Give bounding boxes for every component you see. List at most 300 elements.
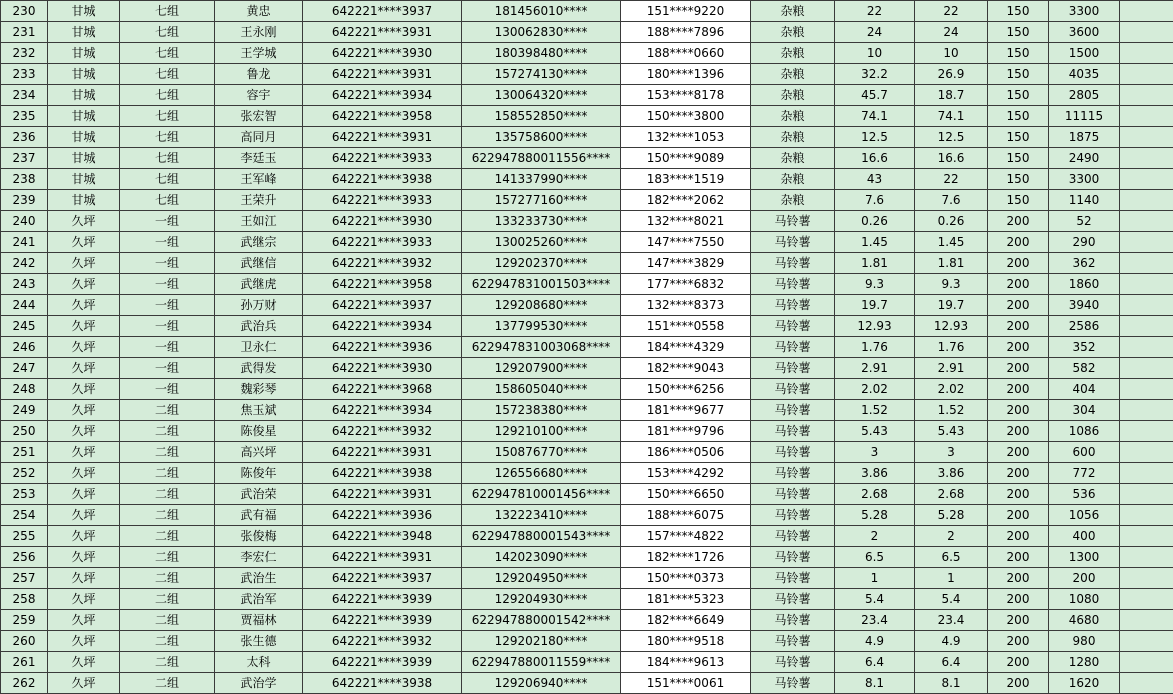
cell-phone: 182****2062 [621,190,751,211]
cell-amount: 2490 [1049,148,1120,169]
cell-town: 久坪 [48,232,120,253]
cell-town: 久坪 [48,337,120,358]
cell-index: 233 [1,64,48,85]
cell-crop: 马铃薯 [751,421,835,442]
cell-amount: 2586 [1049,316,1120,337]
cell-town: 久坪 [48,253,120,274]
cell-note [1120,43,1173,64]
cell-rate: 200 [988,526,1049,547]
cell-amount: 352 [1049,337,1120,358]
cell-area-b: 4.9 [915,631,988,652]
cell-index: 255 [1,526,48,547]
cell-area-a: 16.6 [835,148,915,169]
cell-id-number: 642221****3931 [303,484,462,505]
cell-id-number: 642221****3936 [303,337,462,358]
cell-name: 贾福林 [215,610,303,631]
cell-rate: 200 [988,652,1049,673]
cell-name: 武治学 [215,673,303,694]
cell-amount: 200 [1049,568,1120,589]
cell-index: 238 [1,169,48,190]
cell-account: 150876770**** [462,442,621,463]
cell-area-a: 1 [835,568,915,589]
cell-group: 一组 [120,253,215,274]
cell-note [1120,127,1173,148]
cell-amount: 290 [1049,232,1120,253]
cell-phone: 184****4329 [621,337,751,358]
cell-name: 高同月 [215,127,303,148]
cell-phone: 182****6649 [621,610,751,631]
cell-id-number: 642221****3934 [303,316,462,337]
cell-area-b: 19.7 [915,295,988,316]
cell-crop: 马铃薯 [751,358,835,379]
table-row [1,526,1173,547]
cell-town: 久坪 [48,547,120,568]
cell-name: 张俊梅 [215,526,303,547]
cell-area-a: 6.4 [835,652,915,673]
cell-area-b: 0.26 [915,211,988,232]
cell-town: 久坪 [48,568,120,589]
cell-town: 久坪 [48,358,120,379]
cell-name: 鲁龙 [215,64,303,85]
cell-area-b: 2.68 [915,484,988,505]
cell-group: 七组 [120,190,215,211]
cell-town: 久坪 [48,673,120,694]
cell-group: 二组 [120,631,215,652]
cell-name: 张宏智 [215,106,303,127]
cell-crop: 杂粮 [751,1,835,22]
cell-rate: 150 [988,85,1049,106]
cell-crop: 杂粮 [751,169,835,190]
cell-town: 久坪 [48,505,120,526]
cell-town: 久坪 [48,211,120,232]
cell-id-number: 642221****3938 [303,673,462,694]
cell-area-a: 1.76 [835,337,915,358]
cell-area-a: 2.02 [835,379,915,400]
cell-group: 七组 [120,148,215,169]
cell-area-b: 23.4 [915,610,988,631]
cell-group: 二组 [120,568,215,589]
cell-id-number: 642221****3932 [303,631,462,652]
cell-name: 王如江 [215,211,303,232]
cell-group: 二组 [120,526,215,547]
table-row [1,211,1173,232]
cell-name: 李廷玉 [215,148,303,169]
cell-area-a: 6.5 [835,547,915,568]
cell-note [1120,484,1173,505]
cell-crop: 杂粮 [751,43,835,64]
cell-note [1120,547,1173,568]
cell-area-a: 22 [835,1,915,22]
table-body [1,1,1173,694]
cell-note [1120,589,1173,610]
cell-town: 久坪 [48,589,120,610]
cell-name: 武治荣 [215,484,303,505]
cell-account: 622947831003068**** [462,337,621,358]
cell-amount: 1280 [1049,652,1120,673]
table-row [1,631,1173,652]
cell-area-a: 4.9 [835,631,915,652]
cell-area-b: 1.81 [915,253,988,274]
table-row [1,274,1173,295]
cell-account: 158552850**** [462,106,621,127]
cell-account: 133233730**** [462,211,621,232]
cell-town: 久坪 [48,484,120,505]
cell-account: 622947880001543**** [462,526,621,547]
cell-crop: 马铃薯 [751,463,835,484]
cell-crop: 马铃薯 [751,274,835,295]
table-row [1,232,1173,253]
table-row [1,442,1173,463]
cell-index: 259 [1,610,48,631]
cell-account: 132223410**** [462,505,621,526]
cell-group: 一组 [120,211,215,232]
cell-rate: 200 [988,337,1049,358]
cell-amount: 980 [1049,631,1120,652]
cell-crop: 马铃薯 [751,526,835,547]
cell-town: 久坪 [48,442,120,463]
cell-amount: 1500 [1049,43,1120,64]
cell-phone: 150****3800 [621,106,751,127]
cell-note [1120,568,1173,589]
cell-crop: 马铃薯 [751,400,835,421]
cell-town: 甘城 [48,106,120,127]
cell-amount: 1140 [1049,190,1120,211]
cell-account: 126556680**** [462,463,621,484]
cell-area-b: 6.4 [915,652,988,673]
cell-account: 157277160**** [462,190,621,211]
cell-note [1120,64,1173,85]
cell-phone: 181****9796 [621,421,751,442]
cell-group: 二组 [120,463,215,484]
cell-account: 622947880001542**** [462,610,621,631]
cell-account: 181456010**** [462,1,621,22]
cell-note [1120,106,1173,127]
table-row [1,169,1173,190]
cell-rate: 150 [988,169,1049,190]
cell-account: 158605040**** [462,379,621,400]
cell-phone: 132****8021 [621,211,751,232]
cell-name: 陈俊年 [215,463,303,484]
cell-rate: 200 [988,253,1049,274]
cell-note [1120,463,1173,484]
cell-crop: 马铃薯 [751,589,835,610]
cell-area-b: 9.3 [915,274,988,295]
cell-note [1120,400,1173,421]
cell-id-number: 642221****3930 [303,211,462,232]
table-row [1,43,1173,64]
cell-area-b: 74.1 [915,106,988,127]
cell-phone: 180****9518 [621,631,751,652]
cell-note [1120,253,1173,274]
cell-area-a: 9.3 [835,274,915,295]
cell-id-number: 642221****3934 [303,400,462,421]
cell-note [1120,526,1173,547]
cell-amount: 11115 [1049,106,1120,127]
cell-id-number: 642221****3937 [303,1,462,22]
cell-name: 陈俊星 [215,421,303,442]
cell-phone: 147****3829 [621,253,751,274]
cell-amount: 4680 [1049,610,1120,631]
cell-phone: 153****4292 [621,463,751,484]
cell-id-number: 642221****3937 [303,568,462,589]
cell-area-a: 0.26 [835,211,915,232]
cell-amount: 1860 [1049,274,1120,295]
cell-amount: 536 [1049,484,1120,505]
cell-crop: 马铃薯 [751,631,835,652]
cell-area-b: 7.6 [915,190,988,211]
table-row [1,673,1173,694]
cell-area-b: 26.9 [915,64,988,85]
cell-id-number: 642221****3931 [303,547,462,568]
cell-index: 260 [1,631,48,652]
cell-id-number: 642221****3937 [303,295,462,316]
cell-crop: 马铃薯 [751,337,835,358]
cell-id-number: 642221****3968 [303,379,462,400]
cell-area-b: 16.6 [915,148,988,169]
cell-account: 622947831001503**** [462,274,621,295]
cell-rate: 200 [988,589,1049,610]
cell-group: 一组 [120,295,215,316]
cell-index: 250 [1,421,48,442]
cell-area-a: 24 [835,22,915,43]
cell-group: 一组 [120,274,215,295]
cell-account: 129204950**** [462,568,621,589]
table-row [1,295,1173,316]
cell-name: 王学城 [215,43,303,64]
cell-note [1120,358,1173,379]
cell-index: 253 [1,484,48,505]
cell-note [1120,673,1173,694]
cell-crop: 杂粮 [751,22,835,43]
cell-id-number: 642221****3933 [303,232,462,253]
cell-area-b: 3.86 [915,463,988,484]
cell-phone: 153****8178 [621,85,751,106]
cell-id-number: 642221****3933 [303,148,462,169]
cell-index: 232 [1,43,48,64]
cell-account: 129202370**** [462,253,621,274]
cell-town: 久坪 [48,274,120,295]
cell-group: 一组 [120,358,215,379]
cell-area-a: 43 [835,169,915,190]
cell-area-a: 5.43 [835,421,915,442]
cell-town: 久坪 [48,631,120,652]
cell-amount: 2805 [1049,85,1120,106]
cell-rate: 200 [988,211,1049,232]
cell-group: 二组 [120,484,215,505]
cell-town: 甘城 [48,1,120,22]
cell-town: 久坪 [48,295,120,316]
cell-note [1120,1,1173,22]
cell-town: 久坪 [48,610,120,631]
cell-rate: 200 [988,673,1049,694]
cell-area-a: 7.6 [835,190,915,211]
cell-crop: 马铃薯 [751,295,835,316]
cell-area-a: 8.1 [835,673,915,694]
cell-town: 久坪 [48,526,120,547]
cell-amount: 362 [1049,253,1120,274]
cell-index: 248 [1,379,48,400]
cell-area-a: 12.93 [835,316,915,337]
cell-area-b: 5.4 [915,589,988,610]
cell-phone: 177****6832 [621,274,751,295]
cell-id-number: 642221****3939 [303,589,462,610]
cell-index: 258 [1,589,48,610]
cell-town: 久坪 [48,421,120,442]
cell-amount: 1300 [1049,547,1120,568]
cell-area-b: 2 [915,526,988,547]
cell-note [1120,148,1173,169]
cell-rate: 200 [988,316,1049,337]
cell-area-b: 2.91 [915,358,988,379]
cell-note [1120,505,1173,526]
cell-town: 久坪 [48,652,120,673]
cell-group: 一组 [120,337,215,358]
cell-group: 七组 [120,169,215,190]
cell-area-a: 2.68 [835,484,915,505]
cell-account: 129208680**** [462,295,621,316]
cell-town: 甘城 [48,85,120,106]
cell-area-a: 2 [835,526,915,547]
cell-name: 武继虎 [215,274,303,295]
cell-area-a: 3 [835,442,915,463]
cell-crop: 马铃薯 [751,505,835,526]
cell-town: 久坪 [48,400,120,421]
cell-crop: 马铃薯 [751,316,835,337]
cell-area-b: 18.7 [915,85,988,106]
cell-note [1120,337,1173,358]
cell-area-b: 22 [915,1,988,22]
cell-phone: 182****9043 [621,358,751,379]
cell-index: 262 [1,673,48,694]
cell-account: 129206940**** [462,673,621,694]
cell-area-b: 1.45 [915,232,988,253]
table-row [1,400,1173,421]
cell-amount: 3300 [1049,1,1120,22]
cell-id-number: 642221****3936 [303,505,462,526]
cell-name: 武继信 [215,253,303,274]
cell-amount: 52 [1049,211,1120,232]
cell-note [1120,211,1173,232]
cell-name: 高兴坪 [215,442,303,463]
cell-town: 久坪 [48,379,120,400]
cell-amount: 1875 [1049,127,1120,148]
cell-amount: 4035 [1049,64,1120,85]
cell-group: 二组 [120,421,215,442]
cell-crop: 杂粮 [751,64,835,85]
table-row [1,421,1173,442]
cell-name: 武治生 [215,568,303,589]
cell-amount: 582 [1049,358,1120,379]
cell-rate: 150 [988,64,1049,85]
cell-phone: 188****0660 [621,43,751,64]
cell-amount: 3600 [1049,22,1120,43]
cell-note [1120,190,1173,211]
cell-area-b: 1 [915,568,988,589]
cell-name: 黄忠 [215,1,303,22]
cell-amount: 304 [1049,400,1120,421]
cell-id-number: 642221****3931 [303,22,462,43]
cell-id-number: 642221****3931 [303,442,462,463]
cell-area-a: 1.81 [835,253,915,274]
cell-crop: 马铃薯 [751,673,835,694]
table-row [1,463,1173,484]
cell-town: 甘城 [48,148,120,169]
cell-area-b: 1.76 [915,337,988,358]
cell-id-number: 642221****3939 [303,610,462,631]
cell-index: 254 [1,505,48,526]
cell-group: 七组 [120,22,215,43]
cell-name: 武有福 [215,505,303,526]
cell-phone: 150****6256 [621,379,751,400]
cell-phone: 151****0558 [621,316,751,337]
cell-note [1120,274,1173,295]
cell-group: 一组 [120,232,215,253]
cell-area-a: 32.2 [835,64,915,85]
cell-index: 241 [1,232,48,253]
cell-rate: 200 [988,274,1049,295]
cell-account: 157274130**** [462,64,621,85]
cell-name: 容宇 [215,85,303,106]
cell-area-a: 1.45 [835,232,915,253]
cell-group: 七组 [120,1,215,22]
cell-id-number: 642221****3958 [303,106,462,127]
cell-name: 王军峰 [215,169,303,190]
table-row [1,253,1173,274]
cell-amount: 1080 [1049,589,1120,610]
cell-index: 244 [1,295,48,316]
cell-note [1120,85,1173,106]
cell-rate: 150 [988,1,1049,22]
cell-name: 李宏仁 [215,547,303,568]
cell-index: 231 [1,22,48,43]
cell-rate: 200 [988,610,1049,631]
table-row [1,484,1173,505]
cell-group: 二组 [120,610,215,631]
cell-name: 武治兵 [215,316,303,337]
cell-index: 239 [1,190,48,211]
cell-account: 622947880011556**** [462,148,621,169]
cell-index: 240 [1,211,48,232]
cell-town: 甘城 [48,22,120,43]
cell-id-number: 642221****3958 [303,274,462,295]
cell-note [1120,232,1173,253]
cell-group: 七组 [120,106,215,127]
cell-area-b: 5.43 [915,421,988,442]
cell-crop: 马铃薯 [751,253,835,274]
cell-rate: 200 [988,568,1049,589]
cell-rate: 200 [988,400,1049,421]
cell-area-b: 10 [915,43,988,64]
cell-note [1120,169,1173,190]
cell-note [1120,421,1173,442]
cell-rate: 200 [988,358,1049,379]
cell-rate: 200 [988,505,1049,526]
cell-crop: 杂粮 [751,190,835,211]
cell-id-number: 642221****3938 [303,169,462,190]
cell-rate: 200 [988,442,1049,463]
cell-index: 252 [1,463,48,484]
cell-group: 二组 [120,547,215,568]
cell-town: 甘城 [48,127,120,148]
cell-rate: 150 [988,148,1049,169]
cell-group: 二组 [120,652,215,673]
cell-rate: 150 [988,22,1049,43]
table-row [1,337,1173,358]
cell-id-number: 642221****3932 [303,421,462,442]
cell-index: 243 [1,274,48,295]
cell-phone: 150****6650 [621,484,751,505]
cell-rate: 200 [988,631,1049,652]
